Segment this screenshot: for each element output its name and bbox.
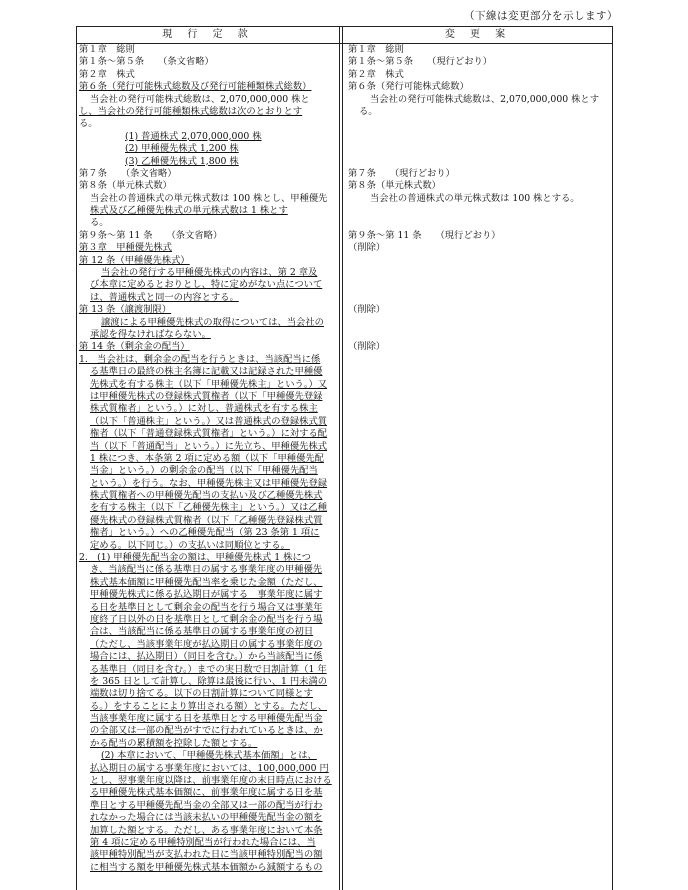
current-line-text: 第 4 項に定める甲種特別配当が行われた場合には、当 bbox=[90, 837, 316, 848]
current-line bbox=[79, 775, 335, 787]
current-line bbox=[79, 94, 335, 106]
current-line-text: 定める。以下同じ。）の支払いは同順位とする。 bbox=[90, 539, 290, 551]
header-note: （下線は変更部分を示します） bbox=[464, 10, 618, 22]
proposed-line bbox=[348, 180, 610, 192]
proposed-line bbox=[348, 317, 610, 329]
proposed-articles-column bbox=[348, 44, 610, 354]
current-line bbox=[79, 812, 335, 824]
current-line-text: (3) 乙種優先株式 1,800 株 bbox=[125, 155, 239, 167]
current-line bbox=[79, 56, 335, 68]
current-line-text: 加算した額とする。ただし、ある事業年度において本条 bbox=[90, 824, 323, 836]
current-line bbox=[79, 540, 335, 552]
current-line-text: 度終了日以外の日を基準日として剰余金の配当を行う場 bbox=[90, 613, 323, 625]
proposed-line-text: （削除） bbox=[348, 304, 386, 316]
current-line bbox=[79, 688, 335, 700]
current-line-text: る甲種優先株式基本価額に、前事業年度に属する日を基 bbox=[90, 787, 323, 799]
current-line bbox=[79, 403, 335, 415]
proposed-line-text: 第１条～第５条 （現行どおり） bbox=[348, 56, 493, 68]
current-line bbox=[79, 564, 335, 576]
current-line bbox=[79, 106, 335, 118]
current-line-text: し、当会社の発行可能種類株式総数は次のとおりとす bbox=[79, 105, 303, 117]
current-line bbox=[79, 738, 335, 750]
proposed-line bbox=[348, 81, 610, 93]
proposed-line bbox=[348, 156, 610, 168]
current-line bbox=[79, 255, 335, 267]
current-line bbox=[79, 379, 335, 391]
current-line-text: 当会社の発行する甲種優先株式の内容は、第 2 章及 bbox=[101, 267, 318, 279]
current-line bbox=[79, 81, 335, 93]
current-line bbox=[79, 230, 335, 242]
current-line-text: 第 12 条（甲種優先株式） bbox=[79, 254, 190, 266]
proposed-line-text: 当会社の普通株式の単元株式数は 100 株とする。 bbox=[370, 192, 580, 204]
current-line-text: 当該事業年度に属する日を基準日とする甲種優先配当金 bbox=[90, 713, 323, 725]
current-line-text: 当金」という。）の剰余金の配当（以下「甲種優先配当 bbox=[90, 465, 318, 477]
current-line bbox=[79, 527, 335, 539]
current-line bbox=[79, 131, 335, 143]
current-line bbox=[79, 391, 335, 403]
current-line-text: 権者（以下「普通登録株式質権者」という。）に対する配 bbox=[90, 428, 328, 440]
current-line-text: 株式基本価額に甲種優先配当率を乗じた金額（ただし、 bbox=[90, 576, 323, 588]
current-line bbox=[79, 502, 335, 514]
proposed-line-text: る。 bbox=[359, 105, 378, 117]
current-line bbox=[79, 143, 335, 155]
current-line-text: かる配当の累積額を控除した額とする。 bbox=[90, 737, 258, 749]
current-line-text: 第９条～第 11 条 （条文省略） bbox=[79, 229, 223, 241]
current-line bbox=[79, 292, 335, 304]
current-line-text: る。 bbox=[90, 217, 109, 229]
current-line bbox=[79, 44, 335, 56]
current-line-text: は甲種優先株式の登録株式質権者（以下「甲種優先登録 bbox=[90, 390, 323, 402]
current-line bbox=[79, 837, 335, 849]
current-line-text: (2) 本章において、「甲種優先株式基本価額」とは、 bbox=[101, 750, 317, 762]
current-line bbox=[79, 193, 335, 205]
comparison-table bbox=[76, 26, 613, 890]
current-line-text: 第８条（単元株式数） bbox=[79, 180, 172, 192]
column-divider bbox=[339, 27, 343, 890]
current-line-text: 株式及び乙種優先株式の単元株式数は 1 株とす bbox=[90, 205, 288, 217]
current-line bbox=[79, 69, 335, 81]
current-line-text: を有する株主（以下「乙種優先株主」という。）又は乙種 bbox=[90, 502, 328, 514]
current-line bbox=[79, 589, 335, 601]
current-line-text: 当会社の発行可能株式総数は、2,070,000,000 株と bbox=[90, 93, 310, 105]
proposed-line bbox=[348, 205, 610, 217]
current-line bbox=[79, 862, 335, 874]
proposed-line bbox=[348, 131, 610, 143]
proposed-line bbox=[348, 106, 610, 118]
current-line-text: 払込期日の属する事業年度においては、100,000,000 円 bbox=[90, 762, 329, 774]
current-line-text: 承認を得なければならない。 bbox=[90, 328, 211, 340]
current-line-text: という。）を行う。なお、甲種優先株主又は甲種優先登録 bbox=[90, 477, 328, 489]
current-line bbox=[79, 515, 335, 527]
current-line bbox=[79, 725, 335, 737]
current-line bbox=[79, 354, 335, 366]
current-line bbox=[79, 651, 335, 663]
proposed-line bbox=[348, 230, 610, 242]
proposed-column-header: 変 更 案 bbox=[444, 29, 512, 40]
current-line bbox=[79, 787, 335, 799]
proposed-line bbox=[348, 267, 610, 279]
current-line bbox=[79, 416, 335, 428]
current-line-text: 場合には、払込期日）（同日を含む。）から当該配当に係 bbox=[90, 651, 323, 663]
table-header bbox=[77, 27, 612, 44]
current-line bbox=[79, 329, 335, 341]
current-line bbox=[79, 168, 335, 180]
current-line-text: 当会社の普通株式の単元株式数は 100 株とし、甲種優先 bbox=[90, 192, 328, 204]
proposed-line bbox=[348, 143, 610, 155]
current-line bbox=[79, 279, 335, 291]
proposed-line bbox=[348, 44, 610, 56]
current-line-text: 1 株につき、本条第 2 項に定める額（以下「甲種優先配 bbox=[90, 452, 324, 464]
current-line-text: び本章に定めるとおりとし、特に定めがない点について bbox=[90, 279, 323, 291]
current-line-text: る日を基準日として剰余金の配当を行う場合又は事業年 bbox=[90, 601, 323, 613]
current-line-text: 株式質権者」という。）に対し、普通株式を有する株主 bbox=[90, 403, 318, 415]
proposed-line bbox=[348, 168, 610, 180]
current-line-text: 譲渡による甲種優先株式の取得については、当会社の bbox=[101, 316, 324, 328]
proposed-line-text: 第２章 株式 bbox=[348, 68, 404, 80]
current-line bbox=[79, 118, 335, 130]
proposed-line-text: 第６条（発行可能株式総数） bbox=[348, 81, 469, 93]
current-line bbox=[79, 441, 335, 453]
proposed-line bbox=[348, 217, 610, 229]
proposed-line bbox=[348, 329, 610, 341]
current-line bbox=[79, 626, 335, 638]
proposed-line bbox=[348, 56, 610, 68]
current-line bbox=[79, 676, 335, 688]
proposed-line bbox=[348, 341, 610, 353]
current-line-text: 準日とする甲種優先配当金の全部又は一部の配当が行わ bbox=[90, 799, 323, 811]
current-line-text: 優先株式の登録株式質権者（以下「乙種優先登録株式質 bbox=[90, 514, 323, 526]
current-line-text: 第６条（発行可能株式総数及び発行可能種類株式総数） bbox=[79, 81, 312, 93]
current-line bbox=[79, 205, 335, 217]
proposed-line bbox=[348, 279, 610, 291]
current-line-text: 2. (1) 甲種優先配当金の額は、甲種優先株式 1 株につ bbox=[79, 552, 311, 564]
current-line-text: 第３章 甲種優先株式 bbox=[79, 242, 172, 254]
current-line bbox=[79, 763, 335, 775]
current-line bbox=[79, 701, 335, 713]
proposed-line-text: 当会社の発行可能株式総数は、2,070,000,000 株とす bbox=[370, 93, 600, 105]
proposed-line-text: （削除） bbox=[348, 341, 386, 353]
current-line bbox=[79, 156, 335, 168]
current-line bbox=[79, 341, 335, 353]
current-line bbox=[79, 366, 335, 378]
current-line bbox=[79, 217, 335, 229]
current-line bbox=[79, 664, 335, 676]
current-line-text: （以下「普通株主」という。）又は普通株式の登録株式質 bbox=[90, 415, 328, 427]
current-line-text: 合は、当該配当に係る基準日の属する事業年度の初日 bbox=[90, 626, 314, 638]
current-line bbox=[79, 490, 335, 502]
current-line-text: れなかった場合には当該未払いの甲種優先配当金の額を bbox=[90, 812, 323, 824]
current-line-text: 第 13 条（譲渡制限） bbox=[79, 304, 172, 316]
current-line-text: 先株式を有する株主（以下「甲種優先株主」という。）又 bbox=[90, 378, 328, 390]
current-line bbox=[79, 453, 335, 465]
current-line bbox=[79, 242, 335, 254]
current-line-text: 第７条 （条文省略） bbox=[79, 167, 177, 179]
proposed-line-text: 第１章 総則 bbox=[348, 44, 404, 55]
proposed-line bbox=[348, 292, 610, 304]
current-line-text: (1) 普通株式 2,070,000,000 株 bbox=[125, 130, 262, 142]
proposed-line-text: 第７条 （現行どおり） bbox=[348, 167, 455, 179]
current-line bbox=[79, 639, 335, 651]
current-line-text: を 365 日として計算し、除算は最後に行い、1 円未満の bbox=[90, 675, 328, 687]
current-line bbox=[79, 552, 335, 564]
current-line bbox=[79, 750, 335, 762]
current-line bbox=[79, 849, 335, 861]
current-line bbox=[79, 800, 335, 812]
current-line-text: き、当該配当に係る基準日の属する事業年度の甲種優先 bbox=[90, 564, 323, 576]
proposed-line bbox=[348, 94, 610, 106]
proposed-line-text: 第９条～第 11 条 （現行どおり） bbox=[348, 229, 501, 241]
current-line-text: 当（以下「普通配当」という。）に先立ち、甲種優先株式 bbox=[90, 440, 328, 452]
current-line bbox=[79, 267, 335, 279]
proposed-line bbox=[348, 304, 610, 316]
current-line-text: 1. 当会社は、剰余金の配当を行うときは、当該配当に係 bbox=[79, 353, 321, 365]
current-line bbox=[79, 602, 335, 614]
current-line bbox=[79, 577, 335, 589]
current-line-text: に相当する額を甲種優先株式基本価額から減額するもの bbox=[90, 861, 323, 873]
current-line-text: る基準日（同日を含む。）までの実日数で日割計算（1 年 bbox=[90, 663, 327, 675]
current-line-text: る基準日の最終の株主名簿に記載又は記録された甲種優 bbox=[90, 366, 323, 378]
current-line bbox=[79, 478, 335, 490]
current-line bbox=[79, 428, 335, 440]
current-line-text: 第１章 総則 bbox=[79, 44, 135, 55]
proposed-line bbox=[348, 193, 610, 205]
current-line-text: (2) 甲種優先株式 1,200 株 bbox=[125, 143, 239, 155]
current-line-text: る。）をすることにより算出される額）とする。ただし、 bbox=[90, 700, 328, 712]
current-line-text: 第１条～第５条 （条文省略） bbox=[79, 56, 214, 68]
current-line-text: 第 14 条（剰余金の配当） bbox=[79, 341, 190, 353]
current-line-text: 端数は切り捨てる。以下の日割計算について同様とす bbox=[90, 688, 313, 700]
proposed-line bbox=[348, 69, 610, 81]
current-line bbox=[79, 614, 335, 626]
current-line-text: は、普通株式と同一の内容とする。 bbox=[90, 291, 239, 303]
current-column-header: 現 行 定 款 bbox=[162, 29, 254, 40]
current-line-text: る。 bbox=[79, 118, 98, 130]
proposed-line bbox=[348, 242, 610, 254]
current-line-text: 第２章 株式 bbox=[79, 68, 135, 80]
proposed-line bbox=[348, 255, 610, 267]
current-line bbox=[79, 825, 335, 837]
current-line-text: （ただし、当該事業年度が払込期日の属する事業年度の bbox=[90, 638, 323, 650]
current-line bbox=[79, 317, 335, 329]
current-articles-column bbox=[79, 44, 335, 874]
current-line bbox=[79, 304, 335, 316]
proposed-line bbox=[348, 118, 610, 130]
current-line-text: 甲種優先株式に係る払込期日が属する 事業年度に属す bbox=[90, 589, 323, 601]
current-line-text: 権者」という。）への乙種優先配当（第 23 条第 1 項に bbox=[90, 527, 320, 539]
current-line bbox=[79, 465, 335, 477]
current-line-text: の全部又は一部の配当がすでに行われているときは、か bbox=[90, 725, 323, 737]
current-line-text: とし、翌事業年度以降は、前事業年度の末日時点における bbox=[90, 775, 332, 787]
current-line-text: 該甲種特別配当が支払われた日に当該甲種特別配当の額 bbox=[90, 849, 323, 861]
current-line-text: 株式質権者への甲種優先配当の支払い及び乙種優先株式 bbox=[90, 490, 323, 502]
proposed-line-text: 第８条（単元株式数） bbox=[348, 180, 441, 192]
current-line bbox=[79, 713, 335, 725]
current-line bbox=[79, 180, 335, 192]
proposed-line-text: （削除） bbox=[348, 242, 386, 254]
